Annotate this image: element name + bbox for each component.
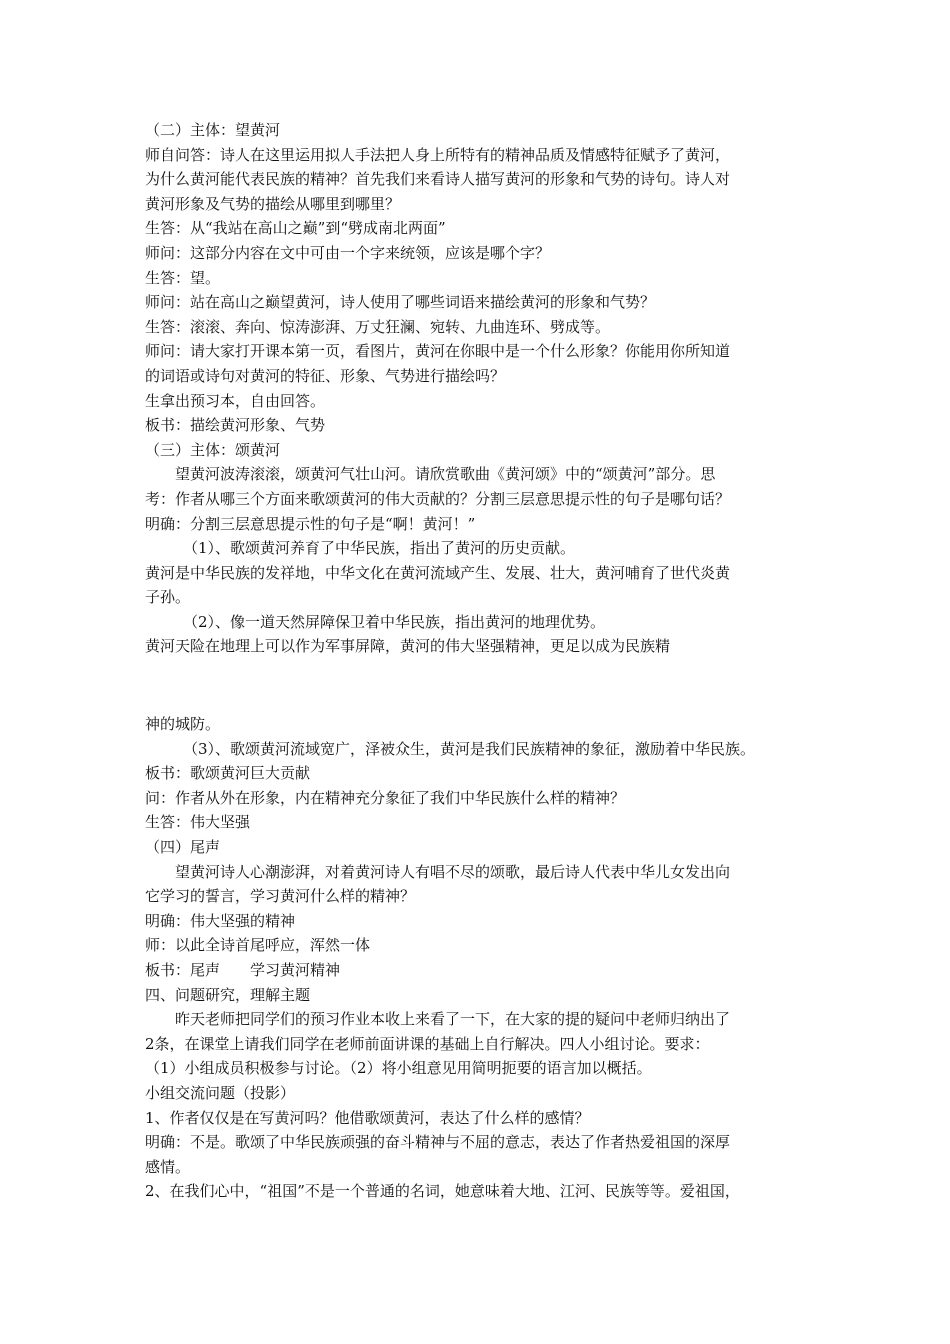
text-line: 小组交流问题（投影） bbox=[145, 1083, 296, 1102]
text-line: 神的城防。 bbox=[145, 715, 221, 734]
text-line: 师问：站在高山之巅望黄河，诗人使用了哪些词语来描绘黄河的形象和气势？ bbox=[145, 293, 656, 312]
question-item: 2、在我们心中，“祖国”不是一个普通的名词，她意味着大地、江河、民族等等。爱祖国， bbox=[145, 1182, 740, 1201]
text-line: 师：以此全诗首尾呼应，浑然一体 bbox=[145, 936, 371, 955]
list-item: （2）、像一道天然屏障保卫着中华民族，指出黄河的地理优势。 bbox=[183, 612, 606, 631]
text-line: 黄河形象及气势的描绘从哪里到哪里？ bbox=[145, 194, 401, 213]
blackboard-content: 学习黄河精神 bbox=[250, 961, 341, 979]
text-line: 望黄河波涛滚滚，颂黄河气壮山河。请欣赏歌曲《黄河颂》中的“颂黄河”部分。思 bbox=[175, 465, 716, 484]
text-line: 师问：这部分内容在文中可由一个字来统领，应该是哪个字？ bbox=[145, 243, 551, 262]
text-line: 师自问答：诗人在这里运用拟人手法把人身上所特有的精神品质及情感特征赋予了黄河， bbox=[145, 145, 731, 164]
text-line: 它学习的誓言，学习黄河什么样的精神？ bbox=[145, 887, 416, 906]
page-break-gap bbox=[145, 659, 825, 712]
text-line: 生答：望。 bbox=[145, 268, 221, 287]
text-line: 问：作者从外在形象，内在精神充分象征了我们中华民族什么样的精神？ bbox=[145, 788, 626, 807]
text-line: 生答：从“我站在高山之巅”到“劈成南北两面” bbox=[145, 219, 446, 238]
text-line: 2条，在课堂上请我们同学在老师前面讲课的基础上自行解决。四人小组讨论。要求： bbox=[145, 1034, 710, 1053]
section-heading-4: （四）尾声 bbox=[145, 838, 221, 857]
document-page bbox=[145, 118, 825, 1204]
text-line: （1）小组成员积极参与讨论。（2）将小组意见用简明扼要的语言加以概括。 bbox=[145, 1059, 652, 1078]
section-heading-four: 四、问题研究，理解主题 bbox=[145, 985, 311, 1004]
list-item: （3）、歌颂黄河流域宽广，泽被众生，黄河是我们民族精神的象征，激励着中华民族。 bbox=[183, 739, 756, 758]
text-line: 黄河是中华民族的发祥地，中华文化在黄河流域产生、发展、壮大，黄河哺育了世代炎黄 bbox=[145, 563, 731, 582]
blackboard-note bbox=[145, 958, 825, 983]
section-heading-2: （二）主体：望黄河 bbox=[145, 121, 281, 139]
text-line: 为什么黄河能代表民族的精神？首先我们来看诗人描写黄河的形象和气势的诗句。诗人对 bbox=[145, 170, 731, 189]
text-line: 考：作者从哪三个方面来歌颂黄河的伟大贡献的？分割三层意思提示性的句子是哪句话？ bbox=[145, 489, 731, 508]
blackboard-note: 板书：歌颂黄河巨大贡献 bbox=[145, 764, 311, 783]
text-line: 生拿出预习本，自由回答。 bbox=[145, 391, 326, 410]
question-item: 1、作者仅仅是在写黄河吗？他借歌颂黄河，表达了什么样的感情？ bbox=[145, 1108, 590, 1127]
text-line: 子孙。 bbox=[145, 588, 191, 607]
text-line: 望黄河诗人心潮澎湃，对着黄河诗人有唱不尽的颂歌，最后诗人代表中华儿女发出向 bbox=[175, 862, 731, 881]
text-line: 生答：伟大坚强 bbox=[145, 813, 251, 832]
text-line: 明确：伟大坚强的精神 bbox=[145, 911, 296, 930]
list-item: （1）、歌颂黄河养育了中华民族，指出了黄河的历史贡献。 bbox=[183, 539, 576, 558]
text-line: 感情。 bbox=[145, 1157, 191, 1176]
text-line: 明确：分割三层意思提示性的句子是“啊！黄河！” bbox=[145, 514, 476, 533]
blackboard-note: 板书：描绘黄河形象、气势 bbox=[145, 416, 326, 435]
text-line: 生答：滚滚、奔向、惊涛澎湃、万丈狂澜、宛转、九曲连环、劈成等。 bbox=[145, 317, 611, 336]
blackboard-label: 板书：尾声 bbox=[145, 961, 221, 979]
text-line: 黄河天险在地理上可以作为军事屏障，黄河的伟大坚强精神，更足以成为民族精 bbox=[145, 637, 671, 656]
text-line: 的词语或诗句对黄河的特征、形象、气势进行描绘吗？ bbox=[145, 366, 506, 385]
text-line: 昨天老师把同学们的预习作业本收上来看了一下，在大家的提的疑问中老师归纳出了 bbox=[175, 1010, 731, 1029]
text-line: 师问：请大家打开课本第一页，看图片，黄河在你眼中是一个什么形象？你能用你所知道 bbox=[145, 342, 731, 361]
section-heading-3: （三）主体：颂黄河 bbox=[145, 440, 281, 459]
text-line: 明确：不是。歌颂了中华民族顽强的奋斗精神与不屈的意志，表达了作者热爱祖国的深厚 bbox=[145, 1133, 731, 1152]
